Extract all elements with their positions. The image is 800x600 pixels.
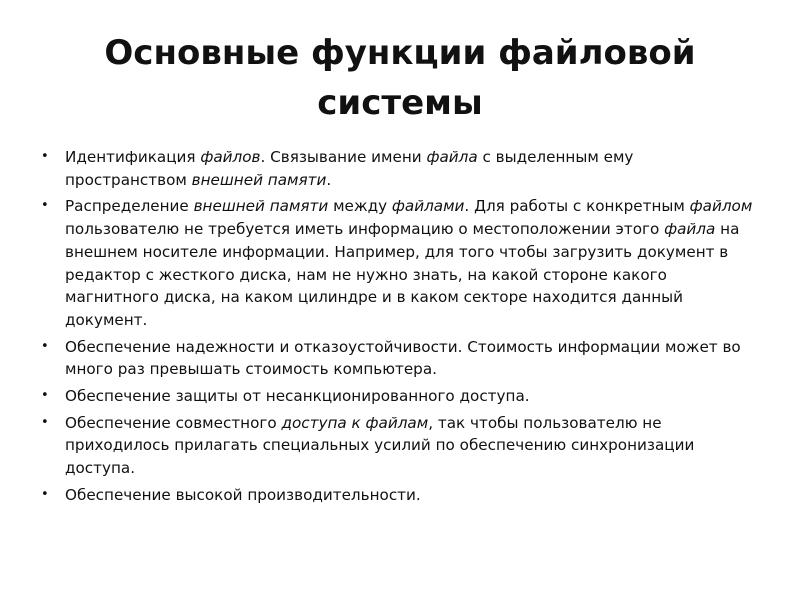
bullet-text: пользователю не требуется иметь информацию о местоположении этого	[65, 220, 665, 239]
bullet-item	[36, 195, 756, 331]
slide-title: Основные функции файловой системы	[104, 33, 696, 123]
bullet-text: на внешнем носителе информации. Например, для того чтобы загрузить документ в редактор с жесткого диска, нам не нужно знать, на какой стороне какого магнитного диска, на каком цилиндре и в каком секторе находится данный документ.	[65, 220, 740, 329]
bullet-text: . Для работы с конкретным	[464, 197, 690, 216]
bullet-item	[36, 336, 756, 381]
bullet-text: между	[328, 197, 392, 216]
bullet-text-italic: файлов	[200, 148, 261, 166]
bullet-text-italic: доступа к файлам	[281, 413, 429, 432]
bullet-text: Распределение	[65, 197, 194, 216]
bullet-dot-icon: •	[41, 198, 49, 214]
bullet-text: Обеспечение высокой производительности.	[65, 485, 421, 504]
bullet-text-italic: файлом	[689, 197, 753, 216]
bullet-text: с выделенным ему пространством	[65, 148, 634, 189]
bullet-item	[36, 385, 756, 408]
bullet-text-italic: файлами	[391, 197, 465, 216]
bullet-list	[36, 146, 756, 511]
bullet-text: Идентификация	[65, 148, 201, 166]
bullet-text: Обеспечение защиты от несанкционированного доступа.	[65, 387, 530, 406]
bullet-dot-icon: •	[41, 338, 49, 354]
bullet-dot-icon: •	[41, 388, 49, 404]
bullet-dot-icon: •	[41, 149, 49, 164]
bullet-item	[36, 484, 756, 507]
bullet-text: .	[326, 170, 332, 189]
bullet-dot-icon: •	[41, 486, 49, 502]
bullet-text: , так чтобы пользователю не приходилось прилагать специальных усилий по обеспечению синхронизации доступа.	[65, 413, 695, 478]
bullet-text-italic: внешней памяти	[191, 170, 327, 189]
bullet-text: Обеспечение совместного	[65, 413, 282, 432]
bullet-item	[36, 146, 756, 191]
bullet-item	[36, 412, 756, 480]
bullet-text: . Связывание имени	[260, 148, 427, 166]
bullet-text-italic: файла	[664, 220, 716, 239]
bullet-text-italic: внешней памяти	[193, 197, 329, 216]
bullet-text: Обеспечение надежности и отказоустойчивости. Стоимость информации может во много раз превышать стоимость компьютера.	[65, 337, 741, 379]
bullet-text-italic: файла	[426, 148, 478, 166]
bullet-dot-icon: •	[41, 414, 49, 430]
